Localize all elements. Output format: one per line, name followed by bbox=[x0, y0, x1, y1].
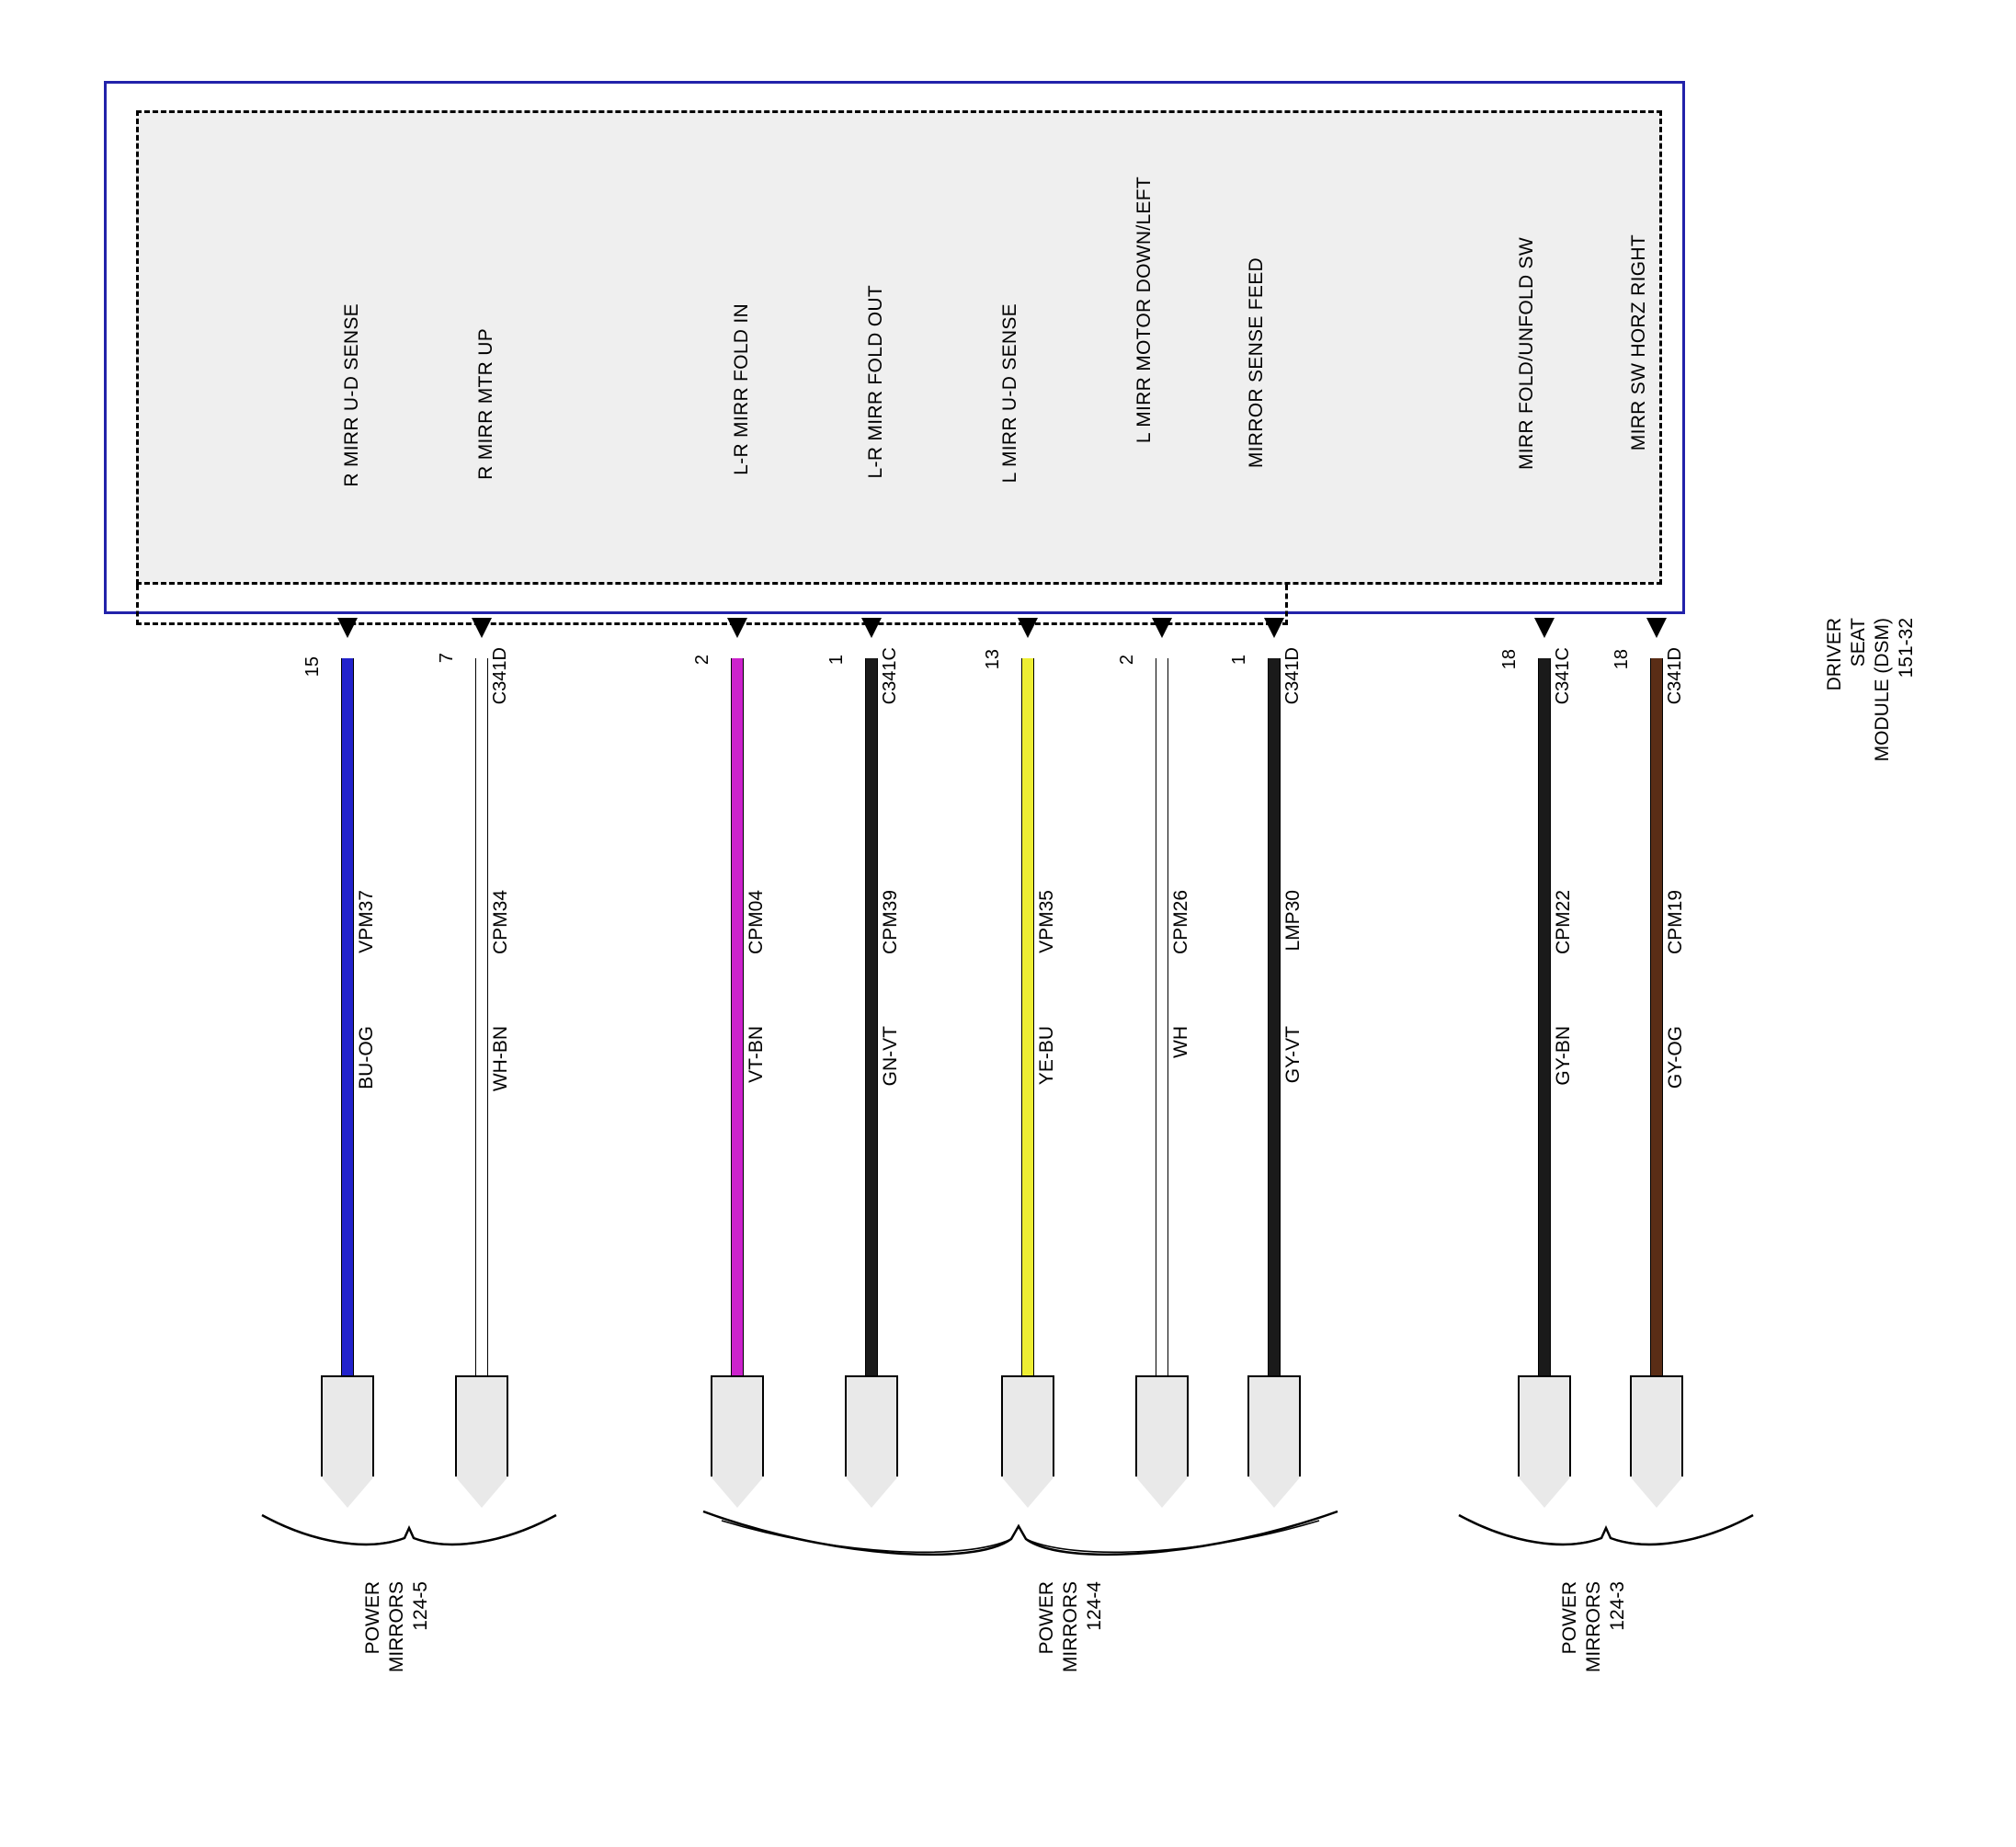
color-code-3: VT-BN bbox=[746, 1026, 767, 1083]
group-label-1 bbox=[362, 1581, 431, 1673]
pin-number-3: 2 bbox=[692, 654, 712, 665]
pin-number-1: 15 bbox=[302, 656, 323, 678]
color-code-8: GY-BN bbox=[1553, 1026, 1574, 1086]
group-label-1-line-3: 124-5 bbox=[410, 1581, 431, 1631]
wire-9 bbox=[1650, 658, 1663, 1375]
group-bracket-3 bbox=[1454, 1508, 1758, 1563]
wire-7 bbox=[1268, 658, 1281, 1375]
pin-label-4: L-R MIRR FOLD OUT bbox=[865, 285, 886, 479]
group-label-3 bbox=[1559, 1581, 1628, 1673]
wire-arrow-6 bbox=[1152, 618, 1172, 638]
circuit-id-4: CPM39 bbox=[880, 890, 901, 955]
group-label-3-line-2: MIRRORS bbox=[1583, 1581, 1604, 1673]
wire-arrow-4 bbox=[861, 618, 882, 638]
wire-6 bbox=[1156, 658, 1168, 1375]
pin-label-7: MIRROR SENSE FEED bbox=[1246, 257, 1267, 469]
connector-id-8: C341C bbox=[1553, 647, 1573, 705]
circuit-id-5: VPM35 bbox=[1036, 890, 1057, 953]
wire-arrow-2 bbox=[472, 618, 492, 638]
wire-2 bbox=[475, 658, 488, 1375]
color-code-5: YE-BU bbox=[1036, 1026, 1057, 1086]
pin-label-6: L MIRR MOTOR DOWN/LEFT bbox=[1133, 177, 1155, 444]
wire-arrow-5 bbox=[1018, 618, 1038, 638]
connector-id-7: C341D bbox=[1282, 647, 1303, 705]
pin-number-4: 1 bbox=[826, 654, 847, 665]
module-name-line-3: MODULE (DSM) bbox=[1872, 618, 1893, 762]
circuit-id-6: CPM26 bbox=[1170, 890, 1191, 955]
connector-id-4: C341C bbox=[880, 647, 900, 705]
pin-label-9: MIRR SW HORZ RIGHT bbox=[1628, 234, 1649, 451]
group-label-2-line-3: 124-4 bbox=[1084, 1581, 1105, 1631]
dsm-module-dashed-tail bbox=[136, 585, 1288, 625]
wire-8 bbox=[1538, 658, 1551, 1375]
wire-arrow-1 bbox=[337, 618, 358, 638]
pin-label-8: MIRR FOLD/UNFOLD SW bbox=[1516, 237, 1537, 471]
color-code-1: BU-OG bbox=[356, 1026, 377, 1089]
wire-arrow-3 bbox=[727, 618, 747, 638]
pin-label-3: L-R MIRR FOLD IN bbox=[731, 303, 752, 475]
group-label-2-line-1: POWER bbox=[1036, 1581, 1057, 1655]
connector-id-2: C341D bbox=[490, 647, 510, 705]
pin-number-5: 13 bbox=[983, 649, 1003, 670]
pin-label-2: R MIRR MTR UP bbox=[475, 328, 496, 480]
group-bracket-2 bbox=[699, 1504, 1342, 1565]
module-name-line-2: SEAT bbox=[1848, 618, 1869, 667]
group-label-2-line-2: MIRRORS bbox=[1060, 1581, 1081, 1673]
group-label-3-line-3: 124-3 bbox=[1607, 1581, 1628, 1631]
wire-arrow-9 bbox=[1646, 618, 1667, 638]
color-code-6: WH bbox=[1170, 1026, 1191, 1058]
circuit-id-2: CPM34 bbox=[490, 890, 511, 955]
group-label-2 bbox=[1036, 1581, 1105, 1673]
circuit-id-3: CPM04 bbox=[746, 890, 767, 955]
circuit-id-7: LMP30 bbox=[1282, 890, 1304, 952]
color-code-4: GN-VT bbox=[880, 1026, 901, 1087]
module-name-line-4: 151-32 bbox=[1896, 618, 1917, 678]
wire-3 bbox=[731, 658, 744, 1375]
wire-arrow-8 bbox=[1534, 618, 1555, 638]
color-code-9: GY-OG bbox=[1665, 1026, 1686, 1089]
pin-label-1: R MIRR U-D SENSE bbox=[341, 303, 362, 487]
pin-number-6: 2 bbox=[1117, 654, 1137, 665]
connector-id-9: C341D bbox=[1665, 647, 1685, 705]
wire-arrow-7 bbox=[1264, 618, 1284, 638]
color-code-2: WH-BN bbox=[490, 1026, 511, 1092]
dsm-module-caption bbox=[1824, 618, 1917, 762]
pin-number-9: 18 bbox=[1612, 649, 1632, 670]
wire-1 bbox=[341, 658, 354, 1375]
group-bracket-1 bbox=[257, 1508, 561, 1563]
wire-4 bbox=[865, 658, 878, 1375]
pin-label-5: L MIRR U-D SENSE bbox=[999, 303, 1020, 484]
circuit-id-9: CPM19 bbox=[1665, 890, 1686, 955]
pin-number-8: 18 bbox=[1499, 649, 1520, 670]
pin-number-7: 1 bbox=[1229, 654, 1249, 665]
pin-number-2: 7 bbox=[437, 652, 457, 663]
group-label-3-line-1: POWER bbox=[1559, 1581, 1580, 1655]
wire-5 bbox=[1021, 658, 1034, 1375]
module-name-line-1: DRIVER bbox=[1824, 618, 1845, 691]
circuit-id-1: VPM37 bbox=[356, 890, 377, 953]
group-label-1-line-2: MIRRORS bbox=[386, 1581, 407, 1673]
group-label-1-line-1: POWER bbox=[362, 1581, 383, 1655]
color-code-7: GY-VT bbox=[1282, 1026, 1304, 1084]
circuit-id-8: CPM22 bbox=[1553, 890, 1574, 955]
dsm-module-dashed-region bbox=[136, 110, 1662, 585]
